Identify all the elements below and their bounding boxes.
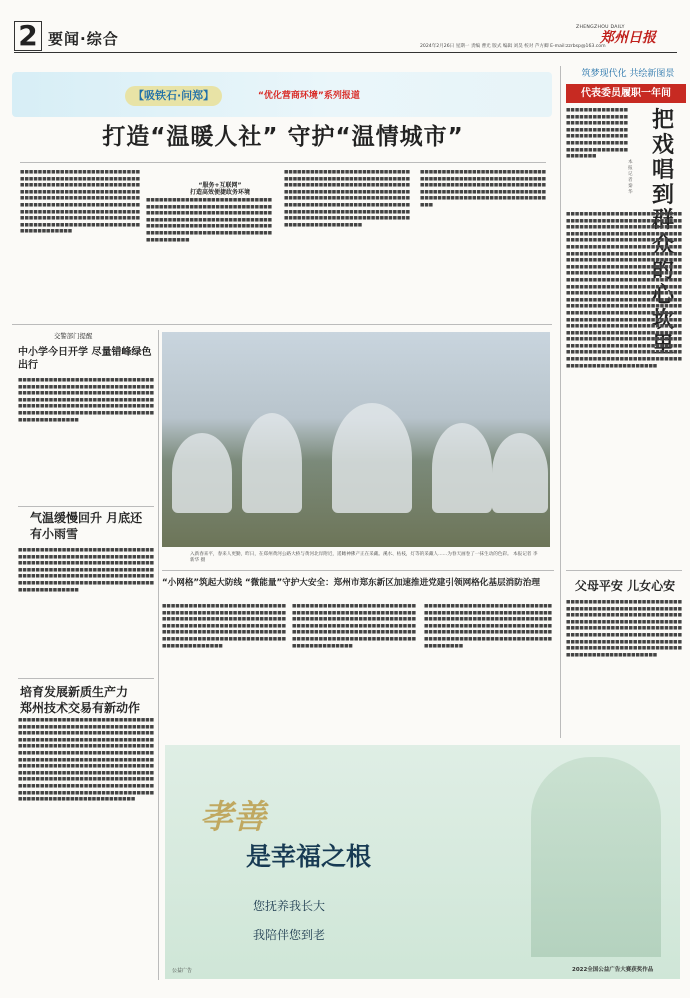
body-text-column: ■■■■■■■■■■■■■■■■■■■■■■■■■■■■■■■■■■■■■■■■■■■■■■■■■■■■■■■■■■■■■■■■■■■■■■■■■■■■■■■■■■■■■■■■■■■■■■■■■■■■■■■■■■■■■■■■■■■■■■■■■■■■■■■■■■■■■■■■■■■■■■■■■■■■ (420, 170, 546, 208)
ad-slogan-line2: 我陪伴您到老 (253, 928, 326, 942)
body-text-column: ■■■■■■■■■■■■■■■■■■■■■■■■■■■■■■■■■■■■■■■■■■■■■■■■■■■■■■■■■■■■■■■■■■■■■■■■■■■■■■■■■■■■■■■■■■■■■■■■■■■■■■■■■■■■■■■■■■■■■■■■■■■■■■■■■■■■■■■■■■■■■■■■■■■■■■■■■■■■■■■■■■■■■■■■■■■■■■■■■■■■■■■■■■■■■■■■■■■■■■■■ (18, 548, 154, 593)
tree-shape (332, 403, 412, 513)
body-text-column: ■■■■■■■■■■■■■■■■■■■■■■■■■■■■■■■■■■■■■■■■■■■■■■■■■■■■■■■■■■■■■■■■■■■■■■■■■■■■■■■■■■■■■■■■■■■■■■■■■■■■■■■■■ (566, 108, 628, 160)
body-text-column: ■■■■■■■■■■■■■■■■■■■■■■■■■■■■■■■■■■■■■■■■■■■■■■■■■■■■■■■■■■■■■■■■■■■■■■■■■■■■■■■■■■■■■■■■■■■■■■■■■■■■■■■■■■■■■■■■■■■■■■■■■■■■■■■■■■■■■■■■■■■■■■■■■■■■■■■■■■■■■■■■■■■■■■■■■■■■■■■■■■■■■■■■■■■■■■■■■■■■■■■■■■■■■■■■■■■■■■■■■■■■■■■■■■■■■■■■■■■■■■■■■■■■■■■■■■ (284, 170, 410, 228)
section-divider (18, 506, 154, 507)
body-text-column: ■■■■■■■■■■■■■■■■■■■■■■■■■■■■■■■■■■■■■■■■■■■■■■■■■■■■■■■■■■■■■■■■■■■■■■■■■■■■■■■■■■■■■■■■■■■■■■■■■■■■■■■■■■■■■■■■■■■■■■■■■■■■■■■■■■■■■■■■■■■■■■■■■■■■■■■■■■■■■■■■■■■■■■■■■■■■■■■■■■■■■■ (162, 604, 286, 649)
body-text-column: ■■■■■■■■■■■■■■■■■■■■■■■■■■■■■■■■■■■■■■■■■■■■■■■■■■■■■■■■■■■■■■■■■■■■■■■■■■■■■■■■■■■■■■■■■■■■■■■■■■■■■■■■■■■■■■■■■■■■■■■■■■■■■■■■■■■■■■■■■■■■■■■■■■■■■■■■■■■■■■■■■■■■■■■■■■■■■■■■■■■■■■■ (424, 604, 552, 649)
ad-label: 公益广告 (172, 968, 193, 974)
tree-shape (242, 413, 302, 513)
photo-caption: 入新春来平，春来人更勤，昨日，在郑州黄河公路大桥与黄河北岸附近，遥瞰神佛产正在采藏。溪水、枯枝，灯等的采藏人……为春天画卷了一抹生动的色彩。 本报记者 李新华 摄 (190, 552, 538, 563)
top-story-headline: 打造“温暖人社” 守护“温情城市” (102, 124, 464, 150)
left-headline-weather: 气温缓慢回升 月底还有小雨雪 (30, 511, 143, 541)
ad-illustration (531, 757, 661, 957)
middle-story-headline: “小网格”筑起大防线 “微能量”守护大安全：郑州市郑东新区加速推进党建引领网格化基层消防治理 (162, 578, 540, 588)
left-kicker: 交警部门提醒 (54, 332, 93, 340)
body-text-column: ■■■■■■■■■■■■■■■■■■■■■■■■■■■■■■■■■■■■■■■■■■■■■■■■■■■■■■■■■■■■■■■■■■■■■■■■■■■■■■■■■■■■■■■■■■■■■■■■■■■■■■■■■■■■■■■■■■■■■■■■■■■■■■■■■■■■■■■■■■■■■■■■■■■■■■■■■■■■■■■■■■■■■■■■■■■■■■■■■■■■■■ (292, 604, 416, 649)
masthead-divider (14, 52, 677, 53)
banner-tag: 【吸铁石·问郑】 (125, 86, 222, 106)
ad-title-calligraphy: 孝善 (200, 797, 266, 836)
tree-shape (432, 423, 492, 513)
subhead-service: “服务+互联网” (198, 182, 242, 189)
body-text-column: ■■■■■■■■■■■■■■■■■■■■■■■■■■■■■■■■■■■■■■■■■■■■■■■■■■■■■■■■■■■■■■■■■■■■■■■■■■■■■■■■■■■■■■■■■■■■■■■■■■■■■■■■■■■■■■■■■■■■■■■■■■■■■■■■■■■■■■■■■■■■■■■■■■■■■■■■■■■■■■■■■■■■■■■■■■■■■■■■■■■■■■■■■■■■■■■■■■■■■■■■■■■■■■■■■■■■■■■■■■■■■■■■■■■■■■■■■■■■■■■■■■■■■■■■■■■■■■■■■■■■■■■■■■■■■■■■■■■■■■■■■■■■■■■■■■■■■■■■■■■■■■■■■■■■■■■■■■■■■■■■■■■■■■■■■■■■■■■■■■■■■■■■■■■■■■■■■■■■■■■■■■■■■■■■■■■■■■■■■■■■■■■■■■■■■■■■■■■■■■■ (18, 718, 154, 803)
left-headline-technology: 培育发展新质生产力 郑州技术交易有新动作 (20, 685, 141, 715)
body-text-column: ■■■■■■■■■■■■■■■■■■■■■■■■■■■■■■■■■■■■■■■■■■■■■■■■■■■■■■■■■■■■■■■■■■■■■■■■■■■■■■■■■■■■■■■■■■■■■■■■■■■■■■■■■■■■■■■■■■■■■■■■■■■■■■■■■■■■■■■■■■■■■■■■■■■■■■■■■■■■■■■■■■■■■■■■■■■■■■■■■■■■■■■■■■■■■■■■■■■■■■■■■■■■■■■■■■■■■■■■■■■■■■■■■■■■■■■■■■■■■■■■■■■■■■■■■■■■■■■■■■■■■■■■■■■■■■■■■■■■■■■■■■■■■■■■■■■■■■■■■■■■■■■■■■■■■■■■■■■■■■■■■■■■■■■■■■■■■■■■■■■■■■■■■■■■■■■■■■■■■■■■■■■■■■■■■■■■■■■■■■■■■■■■■■■■■■■■■■■■■■■■■■■■■■■■■■■■■■■■■■■■■■■■■■■■■■■■■■■■■■■■■■■■■■■■■■■■■■■■■■■■■■■■■■■■■■■■■■■■■■■■■■■■■■■■■■■■■■■■■■■■■■■■■■■■■■■■■■■■■■■■■■■■■■■■■■■■■■■■■■■■■■■■■■■■■■■■■■■■■■■■■■■■■■■■■■■■■■■■■■■■■■■■■■■■■■■■■■■■■■■■■■■■■■■■■■■■■■■■■■■ (566, 212, 682, 369)
paper-name-logo: 郑州日报 (600, 30, 656, 46)
left-headline-school: 中小学今日开学 尽量错峰绿色出行 (18, 347, 152, 371)
body-text-column: ■■■■■■■■■■■■■■■■■■■■■■■■■■■■■■■■■■■■■■■■■■■■■■■■■■■■■■■■■■■■■■■■■■■■■■■■■■■■■■■■■■■■■■■■■■■■■■■■■■■■■■■■■■■■■■■■■■■■■■■■■■■■■■■■■■■■■■■■■■■■■■■■■■■■■■■■■■■■■■■■■■■■■■■■■■■■■■■■■■■■■■■■ (146, 198, 272, 243)
section-divider (566, 570, 682, 571)
headline-divider (20, 162, 546, 163)
subhead-efficiency: 打造高效便捷政务环境 (189, 189, 250, 196)
banner-subtitle: “优化营商环境”系列报道 (258, 91, 360, 101)
body-text-column: ■■■■■■■■■■■■■■■■■■■■■■■■■■■■■■■■■■■■■■■■■■■■■■■■■■■■■■■■■■■■■■■■■■■■■■■■■■■■■■■■■■■■■■■■■■■■■■■■■■■■■■■■■■■■■■■■■■■■■■■■■■■■■■■■■■■■■■■■■■■■■■■■■■■■■■■■■■■■■■■■■■■■■■■■■■■■■■■■■■■■■■■■■■■■■■■■■■■■■■■■■■■■■■■■■■■■■■■■■■■■■■■■■■■■■ (566, 600, 682, 658)
section-divider (12, 324, 552, 325)
paper-name-english: ZHENGZHOU DAILY (576, 25, 625, 30)
public-service-ad (165, 745, 680, 979)
column-divider (560, 66, 561, 738)
body-text-column: ■■■■■■■■■■■■■■■■■■■■■■■■■■■■■■■■■■■■■■■■■■■■■■■■■■■■■■■■■■■■■■■■■■■■■■■■■■■■■■■■■■■■■■■■■■■■■■■■■■■■■■■■■■■■■■■■■■■■■■■■■■■■■■■■■■■■■■■■■■■■■■■■■■■■■■■■■■■■■■■■■■■■■■■■■■■■■■■■■■■■■■■■■■■■■■■■■■■■■■■■ (18, 378, 154, 423)
body-text-column: ■■■■■■■■■■■■■■■■■■■■■■■■■■■■■■■■■■■■■■■■■■■■■■■■■■■■■■■■■■■■■■■■■■■■■■■■■■■■■■■■■■■■■■■■■■■■■■■■■■■■■■■■■■■■■■■■■■■■■■■■■■■■■■■■■■■■■■■■■■■■■■■■■■■■■■■■■■■■■■■■■■■■■■■■■■■■■■■■■■■■■■■■■■■■■■■■■■■■■■■■■■■■■■■■■■■■■■■■■■■■■■■■■■■■■■■■■■■■■■■■■■■■■■■■■■■■■■■ (20, 170, 140, 235)
tree-shape (492, 433, 548, 513)
section-divider (18, 678, 154, 679)
section-title: 要闻·综合 (48, 30, 119, 48)
ad-slogan-line1: 您抚养我长大 (253, 899, 326, 913)
ad-subtitle: 是幸福之根 (246, 842, 372, 871)
section-divider (162, 570, 554, 571)
vertical-headline: 把戏唱到群众的心坎里 (651, 108, 674, 358)
right-headline-parents: 父母平安 儿女心安 (574, 579, 676, 593)
ad-award-credit: 2022全国公益广告大赛获奖作品 (572, 967, 654, 973)
column-band-label: 代表委员履职一年间 (581, 88, 671, 99)
column-kicker: 筑梦现代化 共绘新图景 (581, 69, 675, 79)
edition-meta: 2024年2月26日 星期一 责编 曹光 版式 编辑 刘昊 校对 芦方卿 E-mail:zzrbsp@163.com (420, 44, 606, 49)
page-number: 2 (14, 21, 42, 51)
news-photo (162, 332, 550, 547)
tree-shape (172, 433, 232, 513)
column-divider (158, 330, 159, 980)
byline: 本报记者 秦华 (628, 160, 633, 195)
